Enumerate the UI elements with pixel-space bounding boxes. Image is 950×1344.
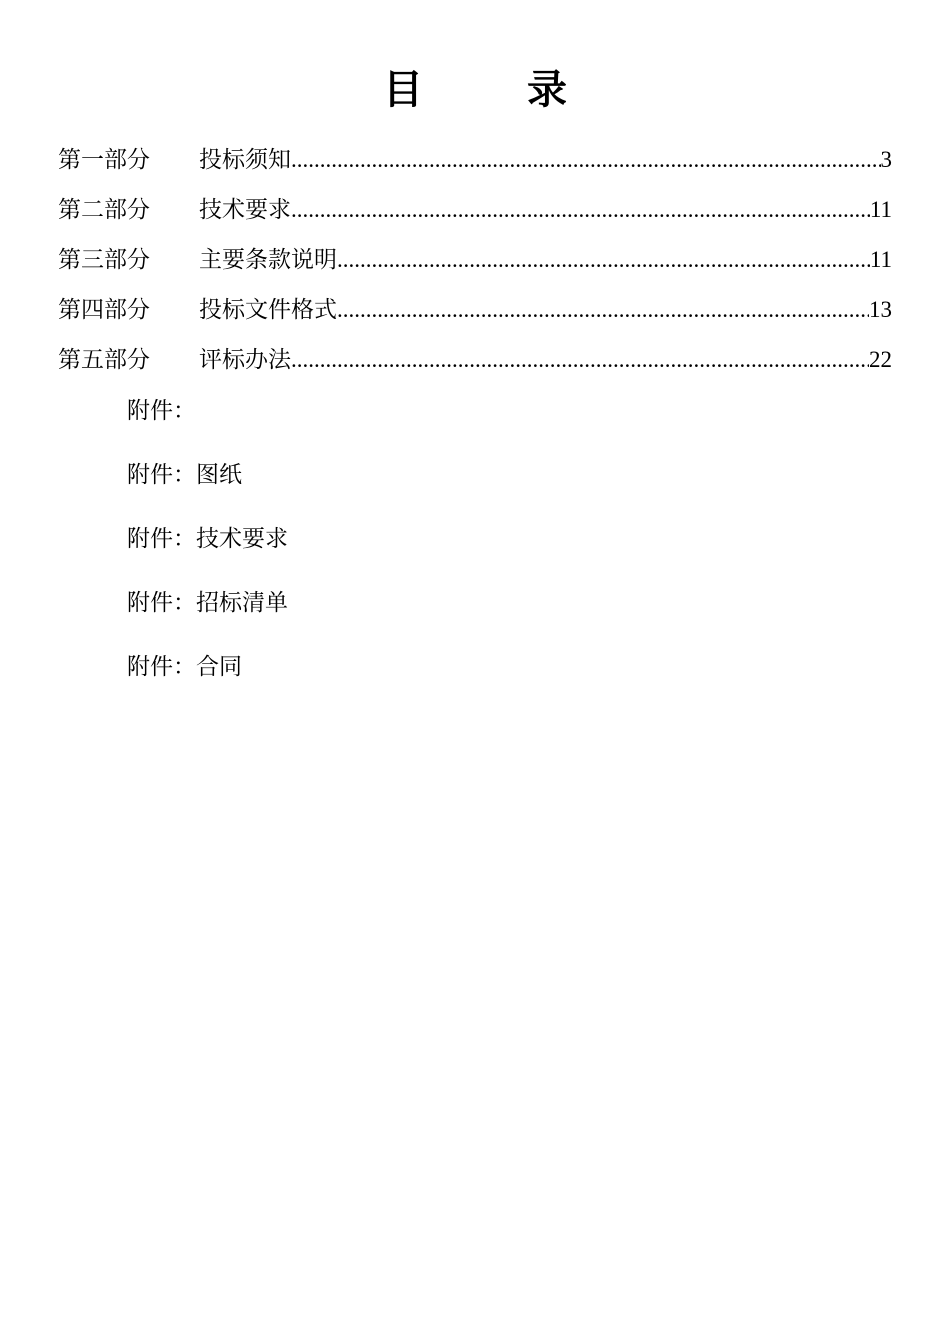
- toc-page-number: 11: [869, 197, 892, 222]
- appendix-item: 附件：图纸: [127, 462, 242, 488]
- toc-dot-leader: [337, 240, 870, 280]
- toc-part-label: 第五部分: [58, 347, 150, 373]
- toc-dot-leader: [291, 340, 869, 380]
- toc-entry-title: 投标文件格式: [199, 297, 337, 323]
- toc-page-number: 22: [869, 347, 892, 372]
- appendix-item: 附件：招标清单: [127, 590, 288, 616]
- toc-entry-title: 投标须知: [199, 147, 291, 173]
- toc-dot-leader: [337, 290, 869, 330]
- toc-entry[interactable]: [58, 190, 892, 240]
- title-char-2: 录: [527, 66, 567, 113]
- toc-entry-title: 主要条款说明: [199, 247, 337, 273]
- page-title: [0, 62, 950, 118]
- appendix-item: 附件：技术要求: [127, 526, 288, 552]
- toc-part-label: 第四部分: [58, 297, 150, 323]
- toc-page-number: 13: [869, 297, 892, 322]
- toc-dot-leader: [291, 140, 881, 180]
- toc-page-number: 11: [869, 247, 892, 272]
- title-char-1: 目: [383, 66, 423, 113]
- table-of-contents: [58, 140, 892, 390]
- toc-part-label: 第三部分: [58, 247, 150, 273]
- toc-page-number: 3: [880, 147, 892, 172]
- appendix-list: [127, 392, 288, 712]
- toc-entry[interactable]: [58, 340, 892, 390]
- toc-entry[interactable]: [58, 290, 892, 340]
- appendix-item: 附件：: [127, 398, 196, 424]
- toc-entry[interactable]: [58, 240, 892, 290]
- appendix-item: 附件：合同: [127, 654, 242, 680]
- toc-part-label: 第一部分: [58, 147, 150, 173]
- toc-part-label: 第二部分: [58, 197, 150, 223]
- toc-entry-title: 评标办法: [199, 347, 291, 373]
- toc-entry-title: 技术要求: [199, 197, 291, 223]
- toc-entry[interactable]: [58, 140, 892, 190]
- toc-dot-leader: [291, 190, 870, 230]
